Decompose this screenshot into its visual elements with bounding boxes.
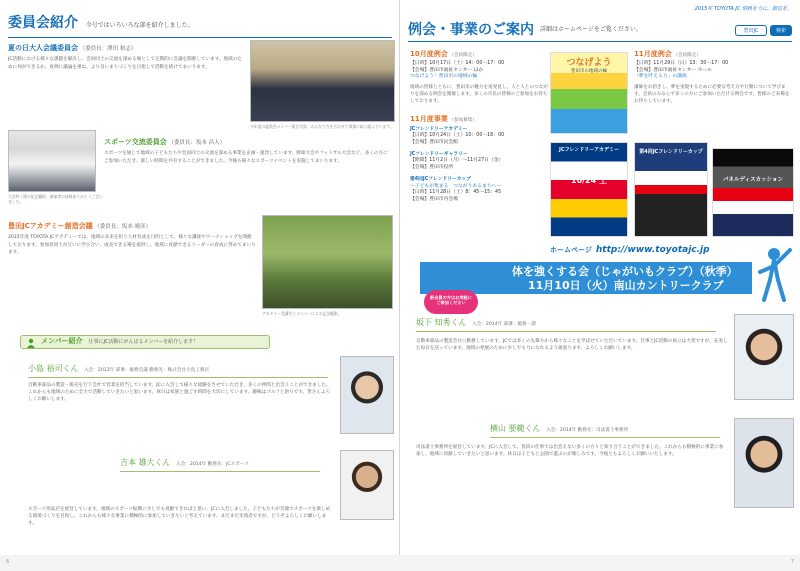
poster-title: パネルディスカッション (723, 177, 783, 183)
member-meta: 入会：2012年 部署：総務会議 勤務先：株式会社小島工務店 (84, 368, 210, 373)
member-meta: 入会：2014年 勤務先：司法書士事務所 (546, 428, 629, 433)
event-block (410, 115, 548, 146)
member-name-box (28, 364, 328, 378)
committee-photo-1 (250, 40, 395, 122)
event-block (410, 50, 548, 105)
committee-body: スポーツを通じて地域の子どもたちや会員同士の交流を深める事業を企画・運営しています。野球大会やフットサル大会など、多くの方にご参加いただき、楽しい時間を共有することができました。今後も様々なスポーツイベントを実施してまいります。 (104, 151, 388, 164)
homepage-url[interactable]: http://www.toyotajc.jp (595, 245, 710, 255)
event-title: 11月度例会 (634, 50, 672, 58)
event-line: 【会場】豊田市福祉センター ホール (634, 67, 712, 73)
event-title: 10月度例会 (410, 50, 448, 58)
event-line: 「夢を叶える力」の講演 (634, 74, 687, 80)
member-body: 司法書士事務所を経営しています。JCに入会して、普段の仕事では出会えない多くの方々と知り合うことができました。これからも積極的に事業に参加し、地域に貢献していきたいと思います。休日は子どもと公園で遊ぶのが楽しみです。今後ともよろしくお願いいたします。 (416, 445, 724, 458)
event-line: 【日時】10月17日（土）14：00〜17：00 (410, 61, 505, 67)
right-page (400, 0, 800, 571)
tagline: 2015年 TOYOTA JC 情熱を力に、創造を。 (694, 6, 792, 12)
event-poster-3 (634, 142, 708, 237)
right-footer (400, 555, 800, 571)
club-title: 体を強くする会（じゃがいもクラブ）（秋季） (512, 265, 738, 278)
events-column-a (410, 50, 548, 203)
left-footer (0, 555, 400, 571)
member-body: スポーツ用品店を経営しています。地域のスポーツ振興に少しでも貢献できればと思い、JCに入会しました。子どもたちが笑顔でスポーツを楽しめる環境づくりを目指し、これからも様々な事業に積極的に参加していきたいと考えています。まだまだ未熟者ですが、どうぞよろしくお願いします。 (28, 507, 331, 527)
poster-title: 第4回JCフレンドリーカップ (639, 149, 703, 155)
committee-title: スポーツ交流委員会 (104, 138, 167, 146)
committee-section-3 (8, 222, 256, 256)
right-page-subtitle: 詳細はホームページをご覧ください。 (540, 26, 642, 34)
member-name: 横山 要範くん (490, 424, 541, 433)
member-name: 小島 裕司くん (28, 364, 79, 373)
events-column-b (634, 50, 794, 105)
member-body: 自動車部品の製造会社に勤務しています。JCでは多くの先輩方から様々なことを学ばせていただいています。仕事とJC活動の両立は大変ですが、充実した毎日を送っています。地域の発展のために少しでも力になれるよう頑張ります。よろしくお願いします。 (416, 339, 728, 352)
committee-photo-3 (262, 215, 393, 309)
member-intro-bar (20, 335, 270, 349)
event-note: （参加募集） (449, 118, 477, 124)
event-line: つなげよう！豊田市の地域の輪 (410, 74, 478, 80)
member-intro-subtitle: 仕事にJC活動にがんばるメンバーを紹介します！ (88, 338, 199, 345)
event-note: （会員限定） (449, 53, 477, 58)
member-portrait (340, 356, 394, 434)
club-band (420, 262, 752, 294)
photo-caption: 大会終了後の記念撮影。参加者の皆様ありがとうございました。 (8, 194, 103, 205)
member-name-box (490, 424, 720, 438)
committee-title: 豊田JCアカデミー創造会議 (8, 222, 93, 230)
person-icon (26, 338, 36, 348)
member-portrait (734, 418, 794, 508)
page-number: 6 (6, 559, 10, 565)
poster-title: JCフレンドリーアカデミー (559, 147, 619, 153)
poster-subtitle: 10/24 土 (571, 175, 607, 185)
poster-title: つなげよう (566, 58, 612, 68)
member-name-box (120, 458, 320, 472)
page-number: 7 (790, 559, 794, 565)
event-body: 講師をお招きし、夢を実現するために必要な考え方や行動について学びます。会員のみならず多くの方にご参加いただける例会です。皆様のご来場をお待ちしています。 (634, 84, 790, 105)
event-poster-1 (550, 52, 628, 134)
homepage-label: ホームページ (550, 246, 592, 254)
poster-subtitle: 11/29 (656, 172, 686, 183)
event-block (410, 152, 548, 171)
committee-body: JC活動における様々な課題を解決し、会員同士の交流を深める場として定期的に会議を開催しています。地域のために何ができるか、真剣に議論を重ね、より良いまちづくりを目指して活動を続けてまいります。 (8, 57, 242, 70)
committee-chair: （委員長：澤田 和志） (79, 46, 137, 52)
club-badge: 新会員の方はお気軽にご参加ください (424, 290, 478, 314)
event-note: （会員限定） (673, 53, 701, 58)
event-line: 【会場】豊田市役所 (410, 164, 454, 170)
poster-subtitle: 11/29 日 (737, 192, 769, 201)
member-name-box (416, 318, 716, 332)
event-line: 【会場】豊田市福祉センター ほか (410, 67, 484, 73)
event-line: 【日時】11月28日（土）8：45〜15：45 (410, 190, 502, 196)
member-intro-label: メンバー紹介 (41, 337, 83, 346)
event-line: 【会場】豊田市民会館 (410, 139, 458, 145)
member-portrait (734, 314, 794, 400)
search-button[interactable]: 検索 (770, 25, 792, 36)
committee-chair: （委員長：坂本 晴彦） (94, 224, 152, 230)
member-portrait (340, 450, 394, 520)
event-line: 【期間】11月2日（月）〜11月27日（金） (410, 158, 504, 164)
event-line: 【会場】豊田市内会場 (410, 196, 458, 202)
committee-title: 夏の日大人会議委員会 (8, 44, 78, 52)
photo-caption: アカデミー受講生とメンバーによる記念撮影。 (262, 311, 342, 316)
event-block (410, 177, 548, 203)
committee-chair: （委員長：坂本 昌人） (168, 140, 226, 146)
golfer-icon (752, 244, 796, 302)
member-body: 自動車部品の製造・販売を行う会社で営業を担当しています。JCに入会して様々な経験をさせていただき、多くの仲間と出会うことができました。これからも地域のために全力で活動していきたいと思います。休日は家族と過ごす時間を大切にしています。趣味はゴルフと釣りです。皆さんよろしくお願いします。 (28, 383, 331, 403)
event-line: JCフレンドリーギャラリー (410, 152, 468, 158)
committee-section-1 (8, 44, 246, 71)
event-title: 第4回JCフレンドリーカップ (410, 177, 471, 183)
committee-body: 2015年度 TOYOTA JCアカデミーでは、地域の未来を担う人材育成を目的として、様々な講座やワークショップを開催しております。参加者同士が互いに学び合い、成長できる場を提供し、地域に貢献できるリーダーの育成に努めてまいります。 (8, 235, 256, 255)
event-poster-4 (712, 148, 794, 237)
committee-section-2 (104, 138, 392, 165)
event-poster-2 (550, 142, 628, 237)
right-header (408, 20, 792, 42)
committee-photo-2 (8, 130, 96, 192)
event-line: 〜子どもが集まる つながりあるまちへ〜 (410, 183, 502, 189)
left-page-subtitle: 今号ではいろいろな部を紹介しました。 (85, 22, 194, 29)
event-line: 【日時】11月29日（日）13：30〜17：00 (634, 61, 729, 67)
event-title: 11月度事業 (410, 115, 448, 124)
poster-subtitle: 豊田市の地域の輪 (571, 69, 607, 75)
event-line: JCフレンドリーアカデミー (410, 126, 468, 132)
photo-caption: 今年度の委員会メンバー集合写真。みんなで力を合わせて事業に取り組んでいます。 (250, 124, 394, 129)
right-page-title: 例会・事業のご案内 (408, 22, 534, 39)
member-name: 坂下 知秀くん (416, 318, 467, 327)
club-date: 11月10日（火）南山カントリークラブ (528, 279, 724, 292)
member-meta: 入会：2014年 勤務先：JCスポーツ (176, 462, 249, 467)
left-header (8, 14, 392, 38)
search-input[interactable]: 豊田JC (735, 25, 767, 36)
event-line: 【日時】10月24日（土）10：00〜16：00 (410, 133, 505, 139)
left-page-title: 委員会紹介 (8, 15, 78, 31)
member-name: 吉本 雄大くん (120, 458, 171, 467)
member-meta: 入会：2014年 部署：総務一課 (472, 322, 536, 327)
event-body: 地域の皆様とともに、豊田市の魅力を再発見し、人と人とのつながりを深める例会を開催します。多くの市民の皆様のご参加をお待ちしております。 (410, 84, 548, 105)
